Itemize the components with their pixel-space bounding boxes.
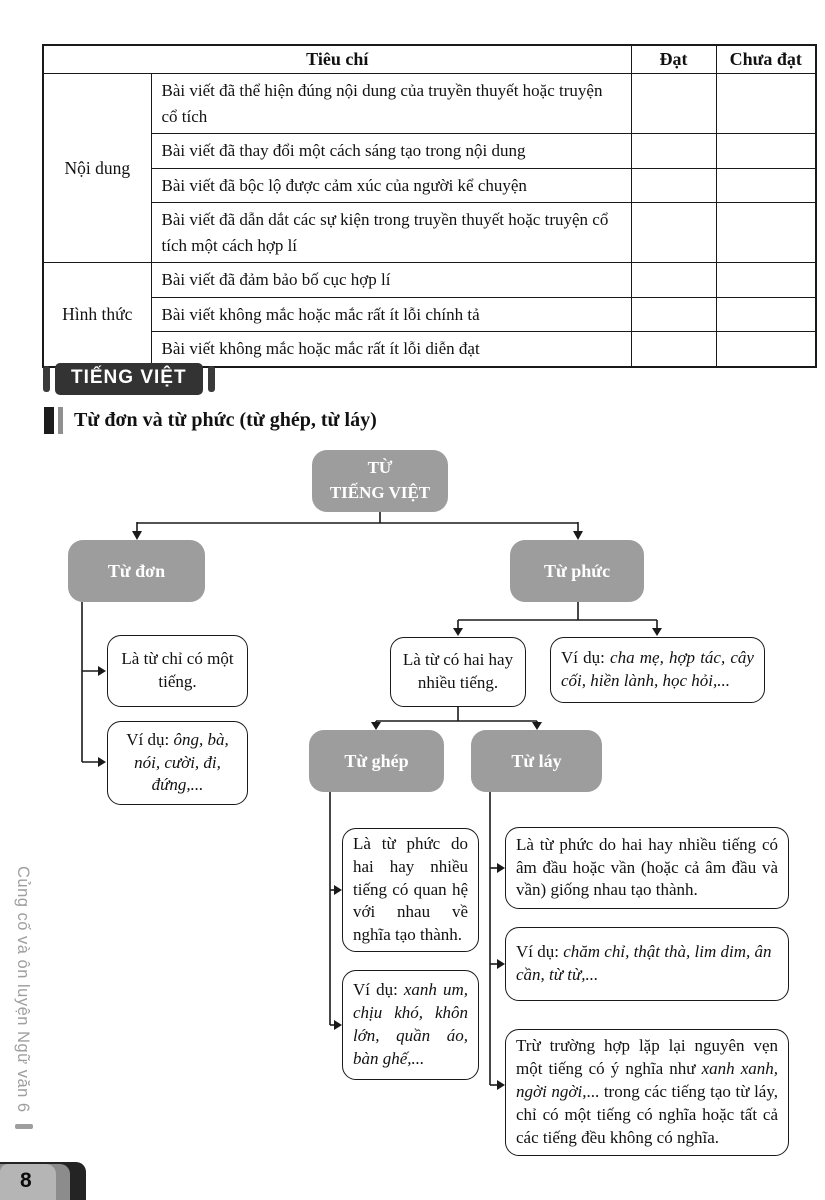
rubric-pass-cell (631, 134, 716, 169)
lesson-heading: Từ đơn và từ phức (từ ghép, từ láy) (74, 409, 377, 431)
tu-don-definition: Là từ chỉ có một tiếng. (121, 649, 234, 691)
heading-bar-icon (58, 407, 63, 434)
rubric-fail-cell (716, 297, 816, 332)
note-text: ... trong các tiếng tạo từ láy, chỉ có một tiếng có nghĩa hoặc tất cả các tiếng đều không có nghĩa. (516, 1082, 778, 1147)
rubric-criterion-text: Bài viết đã đảm bảo bố cục hợp lí (151, 263, 631, 298)
rubric-criterion-text: Bài viết đã dẫn dắt các sự kiện trong truyền thuyết hoặc truyện cổ tích một cách hợp lí (151, 203, 631, 263)
tu-lay-example-box (505, 927, 789, 1001)
example-label: Ví dụ: (561, 648, 611, 668)
example-words: cha mẹ, hợp tác, cây cối, hiền lành, học hỏi,... (561, 648, 754, 690)
example-label: Ví dụ: (353, 980, 404, 1000)
tu-lay-definition-box (505, 827, 789, 909)
rubric-fail-cell (716, 263, 816, 298)
tu-ghep-definition: Là từ phức do hai hay nhiều tiếng có quan hệ với nhau về nghĩa tạo thành. (353, 833, 468, 945)
tu-phuc-definition: Là từ có hai hay nhiều tiếng. (402, 650, 514, 692)
diagram-node-tu-ghep: Từ ghép (309, 730, 444, 792)
tu-ghep-definition-box (342, 828, 479, 952)
badge-left-bracket-icon (43, 366, 50, 392)
page-number: 8 (20, 1169, 32, 1192)
tu-lay-note-box (505, 1029, 789, 1156)
sidebar-dash-icon (15, 1124, 33, 1129)
tu-don-example-box (107, 721, 248, 805)
tu-phuc-example-box (550, 637, 765, 703)
rubric-fail-cell (716, 134, 816, 169)
rubric-criterion-text: Bài viết không mắc hoặc mắc rất ít lỗi chính tả (151, 297, 631, 332)
note-text: Trừ trường hợp lặp lại nguyên vẹn một tiếng có ý nghĩa như (516, 1036, 778, 1079)
root-line1: TỪ (367, 458, 393, 478)
rubric-table (42, 44, 817, 368)
rubric-criterion-text: Bài viết đã bộc lộ được cảm xúc của người kể chuyện (151, 168, 631, 203)
rubric-group-label: Nội dung (43, 74, 151, 263)
tu-don-definition-box (107, 635, 248, 707)
book-series-sidebar-text: Củng cố và ôn luyện Ngữ văn 6 (14, 866, 32, 1113)
example-words: ông, bà, nói, cười, đi, đứng,... (134, 729, 229, 795)
heading-bar-icon (44, 407, 54, 434)
section-badge-row (43, 363, 215, 395)
rubric-criterion-text: Bài viết đã thể hiện đúng nội dung của truyền thuyết hoặc truyện cổ tích (151, 74, 631, 134)
tu-ghep-example-box (342, 970, 479, 1080)
rubric-pass-cell (631, 297, 716, 332)
tu-lay-definition: Là từ phức do hai hay nhiều tiếng có âm đầu hoặc vần (hoặc cả âm đầu và vần) giống nhau tạo thành. (516, 834, 778, 900)
rubric-pass-cell (631, 168, 716, 203)
rubric-pass-cell (631, 203, 716, 263)
diagram-node-tu-lay: Từ láy (471, 730, 602, 792)
rubric-group-label: Hình thức (43, 263, 151, 367)
rubric-pass-cell (631, 332, 716, 367)
diagram-node-root (312, 450, 448, 512)
example-label: Ví dụ: (516, 942, 564, 962)
lesson-heading-row (44, 407, 377, 434)
example-words: xanh um, chịu khó, khôn lớn, quần áo, bàn ghế,... (353, 980, 468, 1068)
rubric-header-fail: Chưa đạt (716, 45, 816, 74)
diagram-node-tu-phuc: Từ phức (510, 540, 644, 602)
rubric-header-criteria: Tiêu chí (43, 45, 631, 74)
rubric-fail-cell (716, 74, 816, 134)
badge-right-bracket-icon (208, 366, 215, 392)
rubric-criterion-text: Bài viết không mắc hoặc mắc rất ít lỗi diễn đạt (151, 332, 631, 367)
note-italic-words: xanh xanh, ngời ngời, (516, 1059, 779, 1102)
root-line2: TIẾNG VIỆT (329, 483, 431, 502)
rubric-pass-cell (631, 263, 716, 298)
rubric-header-pass: Đạt (631, 45, 716, 74)
rubric-fail-cell (716, 332, 816, 367)
rubric-pass-cell (631, 74, 716, 134)
example-words: chăm chỉ, thật thà, lim dim, ân cần, từ từ,... (516, 942, 772, 984)
rubric-fail-cell (716, 203, 816, 263)
rubric-criterion-text: Bài viết đã thay đổi một cách sáng tạo trong nội dung (151, 134, 631, 169)
section-badge: TIẾNG VIỆT (55, 363, 203, 395)
tu-phuc-definition-box (390, 637, 526, 707)
example-label: Ví dụ: (126, 729, 174, 749)
rubric-fail-cell (716, 168, 816, 203)
diagram-node-tu-don: Từ đơn (68, 540, 205, 602)
